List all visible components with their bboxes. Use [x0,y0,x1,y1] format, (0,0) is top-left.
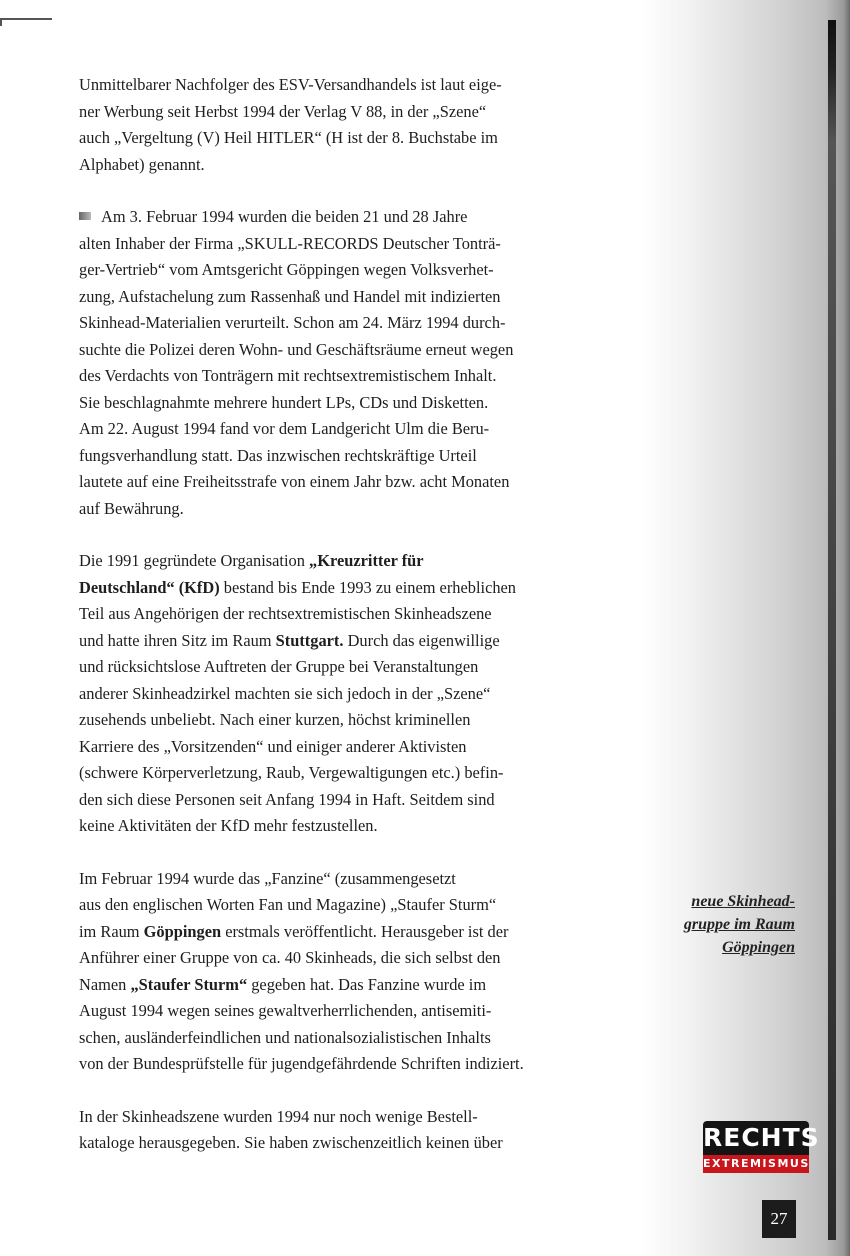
text-line [79,1025,589,1052]
text-run: keine Aktivitäten der KfD mehr festzustellen. [79,816,378,835]
page-gutter-shadow [640,0,850,1256]
text-line [79,390,589,417]
paragraph-gap [79,840,589,866]
text-run: fungsverhandlung statt. Das inzwischen rechtskräftige Urteil [79,445,477,465]
text-run: Sie beschlagnahmte mehrere hundert LPs, CDs und Disketten. [79,392,489,412]
logo-top-text: RECHTS [703,1121,809,1155]
text-run: Karriere des „Vorsitzenden“ und einiger anderer Aktivisten [79,736,467,756]
text-line [79,337,589,364]
text-line [79,866,589,893]
paragraph [79,72,589,178]
text-line [79,681,589,708]
text-run: kataloge herausgegeben. Sie haben zwischenzeitlich keinen über [79,1133,503,1152]
text-line [79,99,589,126]
text-line [79,892,589,919]
text-run: im Raum [79,921,144,941]
text-line [79,469,589,496]
paragraph [79,866,589,1078]
text-run: von der Bundesprüfstelle für jugendgefährdende Schriften indiziert. [79,1054,524,1073]
text-run: anderer Skinheadzirkel machten sie sich jedoch in der „Szene“ [79,683,491,703]
bold-text: Göppingen [143,921,222,941]
text-run: und hatte ihren Sitz im Raum [79,630,276,650]
corner-crop-mark [0,18,52,26]
text-run: Im Februar 1994 wurde das „Fanzine“ (zusammengesetzt [79,868,456,888]
page-edge-bar [828,20,836,1240]
text-line [79,601,589,628]
text-run: bestand bis Ende 1993 zu einem erheblichen [219,577,517,597]
text-line [79,654,589,681]
text-run: und rücksichtslose Auftreten der Gruppe bei Veranstaltungen [79,657,479,676]
text-line [79,152,589,179]
bold-text: Stuttgart. [275,630,344,650]
page-number: 27 [762,1200,796,1238]
text-line [79,628,589,655]
paragraph [79,548,589,840]
paragraph-gap [79,522,589,548]
text-line [79,496,589,523]
text-run: In der Skinheadszene wurden 1994 nur noch wenige Bestell- [79,1106,478,1126]
text-line [79,919,589,946]
rechtsextremismus-logo [703,1121,820,1181]
text-line [79,310,589,337]
text-line [79,734,589,761]
text-run: ger-Vertrieb“ vom Amtsgericht Göppingen wegen Volksverhet- [79,260,494,279]
paragraph-gap [79,1078,589,1104]
text-line [79,760,589,787]
text-line [79,443,589,470]
text-run: Unmittelbarer Nachfolger des ESV-Versandhandels ist laut eige- [79,75,502,94]
text-line [79,575,589,602]
text-run: Teil aus Angehörigen der rechtsextremistischen Skinheadszene [79,604,492,623]
margin-note-line: Göppingen [722,939,795,956]
text-run: lautete auf eine Freiheitsstrafe von einem Jahr bzw. acht Monaten [79,472,510,491]
text-line [79,72,589,99]
text-run: des Verdachts von Tonträgern mit rechtsextremistischem Inhalt. [79,366,497,385]
text-line [79,1130,589,1157]
paragraph [79,204,589,522]
text-line [79,1104,589,1131]
text-run: Die 1991 gegründete Organisation [79,551,310,570]
text-run: Alphabet) genannt. [79,154,205,174]
margin-note-line: gruppe im Raum [683,916,795,933]
text-run: Anführer einer Gruppe von ca. 40 Skinheads, die sich selbst den [79,948,501,967]
text-run: Am 3. Februar 1994 wurden die beiden 21 und 28 Jahre [101,207,468,226]
text-run: zusehends unbeliebt. Nach einer kurzen, höchst kriminellen [79,710,471,729]
text-line [79,787,589,814]
text-run: Namen [79,974,131,994]
text-line [79,813,589,840]
text-run: ner Werbung seit Herbst 1994 der Verlag V 88, in der „Szene“ [79,101,487,121]
text-run: August 1994 wegen seines gewaltverherrlichenden, antisemiti- [79,1001,492,1020]
paragraph [79,1104,589,1157]
text-run: Skinhead-Materialien verurteilt. Schon am 24. März 1994 durch- [79,313,506,332]
text-run: alten Inhaber der Firma „SKULL-RECORDS Deutscher Tonträ- [79,233,501,253]
body-text [79,72,589,1157]
logo-bottom-text: EXTREMISMUS [703,1155,809,1173]
bullet-square-icon [79,212,91,220]
text-line [79,707,589,734]
margin-note [600,890,795,959]
text-line [79,363,589,390]
text-line [79,548,589,575]
text-run: Durch das eigenwillige [343,630,500,650]
text-run: schen, ausländerfeindlichen und nationalsozialistischen Inhalts [79,1027,491,1047]
bold-text: „Staufer Sturm“ [130,974,248,994]
text-line [79,231,589,258]
text-line [79,204,589,231]
text-run: aus den englischen Worten Fan und Magazine) „Staufer Sturm“ [79,895,497,914]
text-line [79,416,589,443]
text-run: Am 22. August 1994 fand vor dem Landgericht Ulm die Beru- [79,419,490,438]
text-line [79,1051,589,1078]
text-run: auf Bewährung. [79,498,184,518]
text-line [79,972,589,999]
text-line [79,257,589,284]
bold-text: „Kreuzritter für [309,551,424,570]
bold-text: Deutschland“ (KfD) [79,577,220,597]
paragraph-gap [79,178,589,204]
text-run: auch „Vergeltung (V) Heil HITLER“ (H ist der 8. Buchstabe im [79,128,498,147]
text-line [79,284,589,311]
text-run: zung, Aufstachelung zum Rassenhaß und Handel mit indizierten [79,286,501,306]
text-line [79,125,589,152]
text-run: suchte die Polizei deren Wohn- und Geschäftsräume erneut wegen [79,339,514,359]
margin-note-line: neue Skinhead- [691,893,795,910]
text-run: gegeben hat. Das Fanzine wurde im [247,974,487,994]
text-run: den sich diese Personen seit Anfang 1994 in Haft. Seitdem sind [79,789,495,809]
text-line [79,998,589,1025]
text-line [79,945,589,972]
text-run: (schwere Körperverletzung, Raub, Vergewaltigungen etc.) befin- [79,763,504,782]
text-run: erstmals veröffentlicht. Herausgeber ist der [221,921,509,941]
